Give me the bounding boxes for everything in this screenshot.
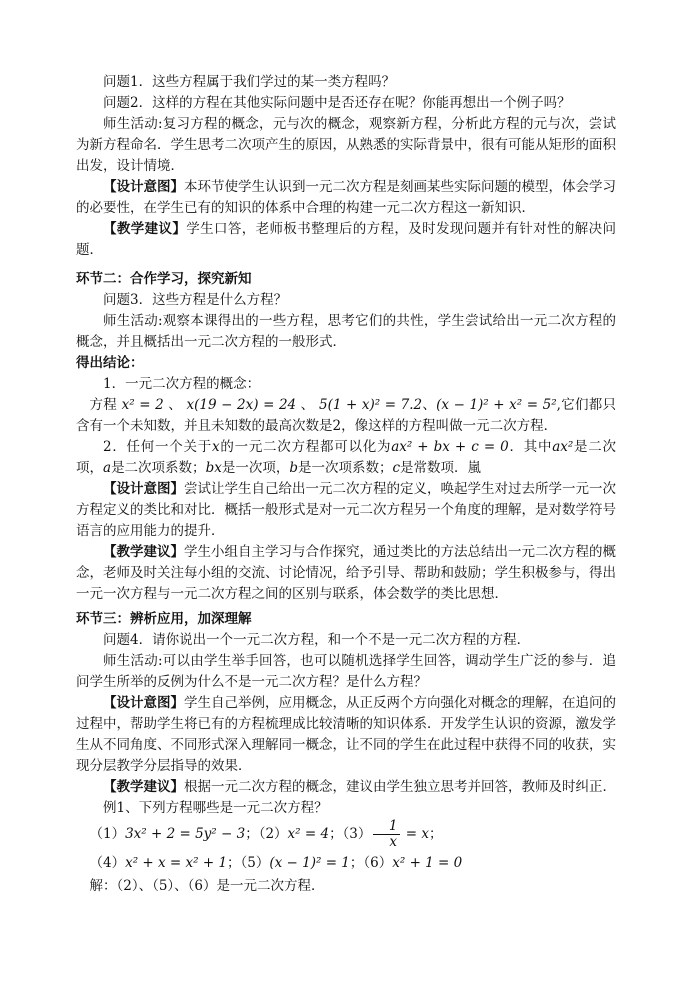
example-intro: 例1、下列方程哪些是一元二次方程？ xyxy=(103,800,328,816)
ex4-label: （4） xyxy=(89,855,126,871)
teaching-suggestion-tag: 【教学建议】 xyxy=(103,779,184,795)
teaching-suggestion-text: 根据一元二次方程的概念，建议由学生独立思考并回答，教师及时纠正． xyxy=(184,779,616,795)
question-2: 问题2．这样的方程在其他实际问题中是否还存在呢？你能再想出一个例子吗？ xyxy=(103,95,571,111)
ex6-label: ；（6） xyxy=(349,855,393,871)
term-ax2: ax² xyxy=(552,439,574,455)
c2-text-f: 是一次项， xyxy=(221,460,290,476)
fraction-denominator: x xyxy=(389,834,398,850)
design-intent-3 xyxy=(76,693,616,777)
conclusion-heading: 得出结论： xyxy=(76,355,144,371)
equation-3: 5(1 + x)² = 7.2 xyxy=(319,397,423,413)
example-equation-2: x² = 4 xyxy=(287,826,330,842)
c2-text-c: ．其中 xyxy=(508,439,553,455)
example-equation-6: x² + 1 = 0 xyxy=(392,855,463,871)
c2-text-e: 是二次项系数； xyxy=(111,460,206,476)
var-c: c xyxy=(392,460,401,476)
teaching-suggestion-tag: 【教学建议】 xyxy=(103,544,184,560)
c2-text-a: 2．任何一个关于 xyxy=(103,439,212,455)
teaching-suggestion-1 xyxy=(76,219,616,261)
activity-paragraph-3: 师生活动:可以由学生举手回答，也可以随机选择学生回答，调动学生广泛的参与．追问学生所举的反例为什么不是一元二次方程？是什么方程？ xyxy=(76,653,616,690)
ex5-label: ；（5） xyxy=(227,855,270,871)
equations-prefix: 方程 xyxy=(89,397,118,413)
example-answer: 解：（2）、（5）、（6）是一元二次方程． xyxy=(89,878,325,894)
ex3-end: ； xyxy=(429,826,443,842)
equation-2: x(19 − 2x) = 24 xyxy=(186,397,297,413)
example-equation-5: (x − 1)² = 1 xyxy=(269,855,350,871)
design-intent-tag: 【设计意图】 xyxy=(103,179,184,195)
question-3: 问题3．这些方程是什么方程？ xyxy=(103,292,288,308)
var-b: b xyxy=(289,460,298,476)
activity-paragraph-2: 师生活动:观察本课得出的一些方程，思考它们的共性，学生尝试给出一元二次方程的概念，并且概括出一元二次方程的一般形式． xyxy=(76,313,616,350)
ex2-label: ；（2） xyxy=(245,826,288,842)
term-bx: bx xyxy=(205,460,222,476)
section-2-heading: 环节二：合作学习，探究新知 xyxy=(76,271,252,287)
question-4: 问题4．请你说出一个一元二次方程，和一个不是一元二次方程的方程． xyxy=(103,632,531,648)
design-intent-tag: 【设计意图】 xyxy=(103,695,184,711)
example-equation-3-fraction xyxy=(373,819,399,850)
var-a: a xyxy=(103,460,112,476)
teaching-suggestion-text: 学生口答，老师板书整理后的方程，及时发现问题并有针对性的解决问题． xyxy=(76,221,616,258)
example-equation-4: x² + x = x² + 1 xyxy=(125,855,228,871)
document-page xyxy=(76,72,616,897)
design-intent-tag: 【设计意图】 xyxy=(103,481,184,497)
teaching-suggestion-tag: 【教学建议】 xyxy=(103,221,187,237)
design-intent-text: 本环节使学生认识到一元二次方程是刻画某些实际问题的模型，体会学习的必要性，在学生已有的知识的体系中合理的构建一元二次方程这一新知识． xyxy=(76,179,616,216)
teaching-suggestion-text: 学生小组自主学习与合作探究，通过类比的方法总结出一元二次方程的概念，老师及时关注每小组的交流、讨论情况，给予引导、帮助和鼓励；学生积极参与，得出一元一次方程与一元二次方程之间的区别与联系，体会数学的类比思想． xyxy=(76,544,616,602)
example-equation-1: 3x² + 2 = 5y² − 3 xyxy=(125,826,246,842)
design-intent-2 xyxy=(76,479,616,542)
teaching-suggestion-2 xyxy=(76,542,616,605)
design-intent-text: 尝试让学生自己给出一元二次方程的定义，唤起学生对过去所学一元一次方程定义的类比和对比．概括一般形式是对一元二次方程另一个角度的理解，是对数学符号语言的应用能力的提升． xyxy=(76,481,616,539)
fraction-numerator: 1 xyxy=(373,819,399,835)
example-equation-3-rest: = x xyxy=(401,826,430,842)
example-row-2 xyxy=(76,850,616,876)
general-form: ax² + bx + c = 0 xyxy=(391,439,509,455)
design-intent-1 xyxy=(76,177,616,219)
c2-text-g: 是一次项系数； xyxy=(297,460,393,476)
equation-1: x² = 2 xyxy=(121,397,164,413)
section-3-heading: 环节三：辨析应用，加深理解 xyxy=(76,611,252,627)
c2-text-h: 是常数项．嵐 xyxy=(400,460,482,476)
conclusion-1-equations: 方程 x² = 2 、 x(19 − 2x) = 24 、 5(1 + x)² = 7.2、(x − 1)² + x² = 5²,它们都只含有一个未知数，并且未知数的最高次数是2，像这样的方程叫做一元二次方程． xyxy=(76,397,616,434)
question-1: 问题1．这些方程属于我们学过的某一类方程吗？ xyxy=(103,74,396,90)
conclusion-2 xyxy=(76,437,616,479)
c2-text-d: 是二次项， xyxy=(76,439,617,476)
ex1-label: （1） xyxy=(89,826,126,842)
ex3-label: ；（3） xyxy=(329,826,372,842)
c2-text-b: 的一元二次方程都可以化为 xyxy=(219,439,392,455)
design-intent-text: 学生自己举例，应用概念，从正反两个方向强化对概念的理解，在追问的过程中，帮助学生将已有的方程梳理成比较清晰的知识体系．开发学生认识的资源，激发学生从不同角度、不同形式深入理解同一概念，让不同的学生在此过程中获得不同的收获，实现分层教学分层指导的效果． xyxy=(76,695,616,774)
conclusion-1: 1．一元二次方程的概念： xyxy=(103,376,261,392)
var-x: x xyxy=(211,439,220,455)
equations-suffix: 它们都只含有一个未知数，并且未知数的最高次数是2，像这样的方程叫做一元二次方程． xyxy=(76,397,616,434)
activity-paragraph-1: 师生活动:复习方程的概念，元与次的概念，观察新方程，分析此方程的元与次，尝试为新方程命名．学生思考二次项产生的原因，从熟悉的实际背景中，很有可能从矩形的面积出发，设计情境． xyxy=(76,116,616,174)
example-row-1 xyxy=(76,819,616,850)
equation-4: (x − 1)² + x² = 5² xyxy=(436,397,557,413)
teaching-suggestion-3 xyxy=(76,777,616,798)
